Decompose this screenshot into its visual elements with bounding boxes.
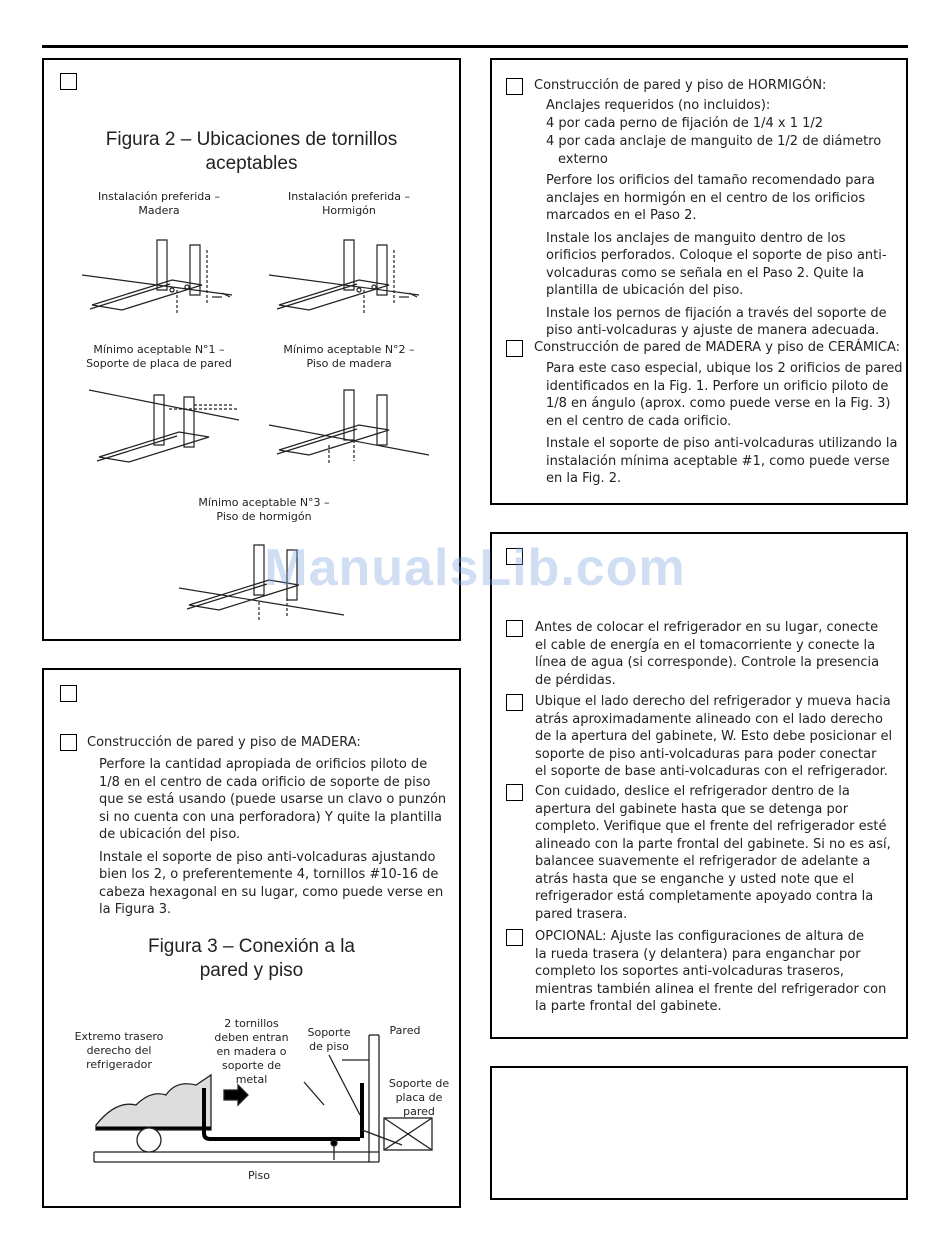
- wood-instructions: [99, 756, 459, 924]
- label-floor: Piso: [248, 1169, 270, 1182]
- figure-2-title-line-2: aceptables: [205, 153, 298, 174]
- text-line: Ubique el lado derecho del refrigerador y mueva hacia: [535, 694, 891, 709]
- concrete-paragraph-1: [546, 172, 906, 225]
- text-line: OPCIONAL: Ajuste las configuraciones de altura de: [535, 929, 864, 944]
- text-line: completo los soportes anti-volcaduras traseros,: [535, 964, 844, 979]
- step-1-checkbox[interactable]: [506, 620, 523, 637]
- concrete-paragraph-3: [546, 305, 906, 340]
- label-line: derecho del: [86, 1044, 152, 1057]
- text-line: la Figura 3.: [99, 902, 172, 917]
- caption-line: Mínimo aceptable N°1 –: [93, 343, 225, 356]
- label-line: refrigerador: [86, 1058, 152, 1071]
- concrete-instructions: [546, 172, 906, 345]
- text-line: de ubicación del piso.: [99, 827, 241, 842]
- text-line: Instale el soporte de piso anti-volcaduras utilizando la: [546, 436, 898, 451]
- figure-3-title: [44, 935, 459, 983]
- text-line: anclajes en hormigón en el centro de los orificios: [546, 190, 866, 206]
- caption-preferred-wood: [84, 190, 234, 218]
- text-line: apertura del gabinete hasta que se detenga por: [535, 801, 849, 817]
- caption-line: Madera: [138, 204, 180, 217]
- step-1-text: [535, 619, 905, 689]
- text-line: de la apertura del gabinete, W. Esto debe posicionar el: [535, 729, 893, 744]
- text-line: bien los 2, o preferentemente 4, tornillos #10-16 de: [99, 867, 439, 882]
- caption-line: Instalación preferida –: [97, 190, 221, 203]
- step-checkbox[interactable]: [60, 73, 77, 90]
- label-floor-bracket: [299, 1026, 359, 1054]
- text-line: identificados en la Fig. 1. Perfore un orificio piloto de: [546, 378, 889, 394]
- label-line: placa de: [395, 1091, 443, 1104]
- watermark: ManualsLib.com: [264, 539, 686, 597]
- label-line: pared: [403, 1105, 435, 1118]
- text-line: de pérdidas.: [535, 672, 616, 688]
- bracket-illustration-preferred-wood: [82, 235, 242, 315]
- label-line: soporte de: [221, 1059, 282, 1072]
- caption-line: Mínimo aceptable N°3 –: [198, 496, 330, 509]
- wood-construction-panel: [42, 668, 461, 1208]
- figure-2-title: [44, 128, 459, 176]
- installation-steps-panel: [490, 532, 908, 1039]
- top-rule: [42, 45, 908, 48]
- text-line: el cable de energía en el tomacorriente y conecte la: [535, 637, 876, 653]
- ceramic-paragraph-2: [546, 435, 906, 488]
- text-line: orificios perforados. Coloque el soporte de piso anti-: [546, 248, 887, 263]
- step-2-checkbox[interactable]: [506, 694, 523, 711]
- anchors-required: Anclajes requeridos (no incluidos):: [546, 98, 771, 113]
- bracket-illustration-preferred-concrete: [269, 235, 429, 315]
- text-line: marcados en el Paso 2.: [546, 208, 697, 223]
- ceramic-construction-checkbox[interactable]: [506, 340, 523, 357]
- concrete-construction-panel: [490, 58, 908, 505]
- figure-3-illustration: [84, 1060, 444, 1170]
- anchors-sleeve-cont: externo: [558, 152, 608, 167]
- text-line: la rueda trasera (y delantera) para enganchar por: [535, 946, 861, 962]
- caption-minimum-1: [69, 343, 249, 371]
- empty-panel: [490, 1066, 908, 1200]
- caption-preferred-concrete: [274, 190, 424, 218]
- figure-2-title-line-1: Figura 2 – Ubicaciones de tornillos: [105, 129, 398, 150]
- concrete-construction-heading: Construcción de pared y piso de HORMIGÓN:: [534, 78, 827, 93]
- label-line: deben entran: [214, 1031, 289, 1044]
- text-line: atrás aproximadamente alineado con el lado derecho: [535, 711, 883, 727]
- text-line: piso anti-volcaduras y ajuste de manera adecuada.: [546, 323, 880, 338]
- figure-3-title-line-2: pared y piso: [199, 960, 304, 981]
- text-line: el soporte de base anti-volcaduras con el refrigerador.: [535, 764, 888, 779]
- text-line: soporte de piso anti-volcaduras para poder conectar: [535, 746, 877, 762]
- label-line: Soporte de: [388, 1077, 450, 1090]
- bracket-illustration-minimum-1: [89, 385, 249, 465]
- wood-construction-checkbox[interactable]: [60, 734, 77, 751]
- text-line: que se está usando (puede usarse un clavo o punzón: [99, 792, 447, 807]
- wood-paragraph-1: [99, 756, 459, 844]
- text-line: en la Fig. 2.: [546, 471, 622, 486]
- text-line: Perfore la cantidad apropiada de orificios piloto de: [99, 757, 428, 772]
- text-line: Con cuidado, deslice el refrigerador dentro de la: [535, 784, 850, 799]
- figure-3-title-line-1: Figura 3 – Conexión a la: [147, 936, 355, 957]
- label-line: de piso: [309, 1040, 349, 1053]
- text-line: Instale los pernos de fijación a través del soporte de: [546, 305, 887, 321]
- label-line: en madera o: [216, 1045, 287, 1058]
- step-4-checkbox[interactable]: [506, 929, 523, 946]
- text-line: 1/8 en el centro de cada orificio de soporte de piso: [99, 774, 431, 790]
- text-line: pared trasera.: [535, 906, 628, 922]
- text-line: alineado con la parte frontal del gabinete. Si no es así,: [535, 836, 891, 852]
- text-line: si no cuenta con una perforadora) Y quite la plantilla: [99, 809, 442, 825]
- text-line: volcaduras como se señala en el Paso 2. Quite la: [546, 265, 865, 281]
- step-4-text: [535, 928, 905, 1016]
- caption-line: Piso de hormigón: [216, 510, 312, 523]
- text-line: la parte frontal del gabinete.: [535, 999, 722, 1014]
- text-line: Instale los anclajes de manguito dentro de los: [546, 230, 846, 246]
- caption-minimum-3: [184, 496, 344, 524]
- anchors-sleeve: 4 por cada anclaje de manguito de 1/2 de diámetro: [546, 134, 882, 149]
- bracket-illustration-minimum-2: [269, 385, 429, 465]
- caption-minimum-2: [274, 343, 424, 371]
- caption-line: Soporte de placa de pared: [86, 357, 232, 370]
- label-line: 2 tornillos: [224, 1017, 279, 1030]
- text-line: Perfore los orificios del tamaño recomendado para: [546, 173, 875, 188]
- caption-line: Mínimo aceptable N°2 –: [283, 343, 415, 356]
- label-wall: Pared: [389, 1024, 421, 1037]
- text-line: cabeza hexagonal en su lugar, como puede verse en: [99, 884, 444, 900]
- caption-line: Hormigón: [322, 204, 376, 217]
- text-line: mientras también alinea el frente del refrigerador con: [535, 981, 887, 997]
- caption-line: Piso de madera: [306, 357, 392, 370]
- text-line: Antes de colocar el refrigerador en su lugar, conecte: [535, 620, 879, 635]
- ceramic-paragraph-1: [546, 360, 906, 430]
- concrete-construction-checkbox[interactable]: [506, 78, 523, 95]
- text-line: 1/8 en ángulo (aprox. como puede verse en la Fig. 3): [546, 396, 891, 411]
- step-checkbox[interactable]: [60, 685, 77, 702]
- text-line: balancee suavemente el refrigerador de adelante a: [535, 854, 871, 869]
- text-line: en el centro de cada orificio.: [546, 413, 732, 429]
- caption-line: Instalación preferida –: [287, 190, 411, 203]
- step-3-text: [535, 783, 905, 923]
- label-line: Extremo trasero: [74, 1030, 164, 1043]
- wood-paragraph-2: [99, 849, 459, 919]
- text-line: plantilla de ubicación del piso.: [546, 283, 744, 298]
- step-2-text: [535, 693, 905, 781]
- anchors-bolt: 4 por cada perno de fijación de 1/4 x 1 1/2: [546, 116, 824, 131]
- text-line: completo. Verifique que el frente del refrigerador esté: [535, 819, 887, 834]
- label-line: metal: [235, 1073, 268, 1086]
- wood-construction-heading: Construcción de pared y piso de MADERA:: [87, 735, 361, 750]
- step-3-checkbox[interactable]: [506, 784, 523, 801]
- text-line: instalación mínima aceptable #1, como puede verse: [546, 453, 890, 469]
- text-line: Instale el soporte de piso anti-volcaduras ajustando: [99, 849, 436, 865]
- text-line: refrigerador está completamente apoyado contra la: [535, 889, 874, 904]
- text-line: Para este caso especial, ubique los 2 orificios de pared: [546, 361, 903, 376]
- concrete-paragraph-2: [546, 230, 906, 300]
- ceramic-instructions: [546, 360, 906, 493]
- label-line: Soporte: [307, 1026, 351, 1039]
- ceramic-construction-heading: Construcción de pared de MADERA y piso de CERÁMICA:: [534, 340, 901, 355]
- text-line: atrás hasta que se enganche y usted note que el: [535, 871, 855, 887]
- text-line: línea de agua (si corresponde). Controle la presencia: [535, 655, 880, 670]
